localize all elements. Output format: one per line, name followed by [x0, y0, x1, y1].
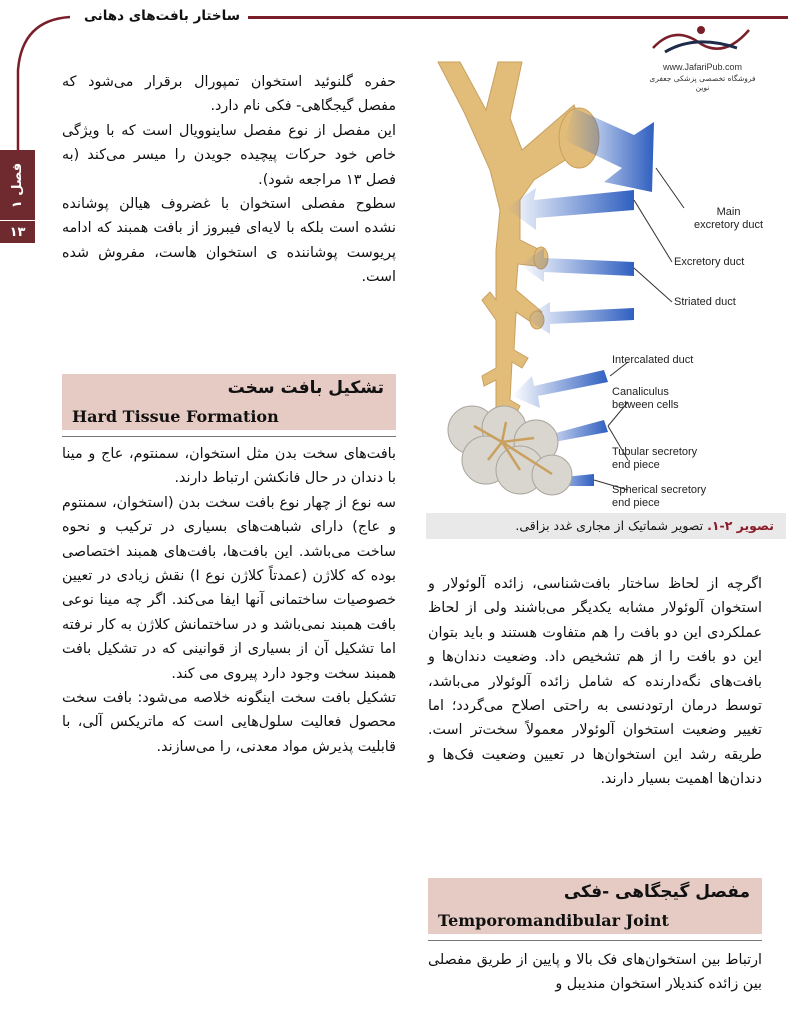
paragraph: سه نوع از چهار نوع بافت سخت بدن (استخوان، سمنتوم و عاج) دارای شباهت‌های بسیاری در ترکیب و نحوه ساخت می‌باشد. این بافت‌ها، بافت‌های همبند اختصاصی بوده که کلاژن (عمدتاً کلاژن نوع I) نقش زیادی در تعیین خصوصیات ساختمانی آنها ایفا می‌کند. اگر چه مینا نوعی بافت همبند نمی‌باشد و در ساختمانش کلاژن به کار نرفته اما تشکیل آن از بسیاری از قوانینی که در تشکیل بافت همبند سخت وجود دارد پیروی می کند.	[62, 494, 396, 682]
section-heading-tmj	[428, 878, 762, 934]
label-excretory: Excretory duct	[674, 256, 745, 268]
label-intercalated: Intercalated duct	[612, 354, 694, 366]
label-canaliculus: Canaliculus between cells	[612, 386, 679, 411]
figure-caption	[426, 513, 786, 539]
paragraph: ارتباط بین استخوان‌های فک بالا و پایین از طریق مفصلی بین زائده کندیلار استخوان مندیبل و	[428, 952, 762, 993]
right-bottom-paragraph	[428, 948, 762, 997]
left-body	[62, 442, 396, 759]
paragraph: سطوح مفصلی استخوان با غضروف هیالن پوشانده نشده است بلکه با لایه‌ای فیبروز از بافت همبند که ادامه پریوست پوشاننده ی استخوان هاست، مفروش شده است.	[62, 196, 396, 286]
running-header-title: ساختار بافت‌های دهانی	[84, 8, 240, 24]
heading-fa: تشکیل بافت سخت	[227, 378, 384, 398]
salivary-duct-figure	[424, 50, 764, 514]
chapter-tab: فصل ۱	[0, 150, 35, 220]
heading-rule	[428, 940, 762, 941]
logo-subtitle: فروشگاه تخصصی پزشکی جعفری نوین	[649, 74, 756, 92]
right-paragraph	[428, 572, 762, 792]
label-striated: Striated duct	[674, 296, 736, 308]
label-tubular: Tubular secretory end piece	[612, 446, 698, 471]
excretory-arrow	[506, 188, 634, 230]
paragraph: اگرچه از لحاظ ساختار بافت‌شناسی، زائده آلوئولار و استخوان آلوئولار مشابه یکدیگر می‌باشند ولی از لحاظ عملکردی این دو بافت را هم متفاوت هستند و باید بتوان این دو بافت را از هم تشخیص داد. وضعیت دندان‌ها و بافت‌های نگه‌دارنده که شامل زائده آلوئولار می‌باشد، توسط درمان ارتودنسی به راحتی اصلاح می‌گردد؛ اما تغییر وضعیت استخوان آلوئولار معمولاً سخت‌تر است. طریقه رشد این استخوان‌ها در تعیین وضعیت فک‌ها و دندان‌ها اهمیت بسیار دارند.	[428, 576, 762, 788]
duct-illustration	[424, 50, 764, 514]
paragraph: بافت‌های سخت بدن مثل استخوان، سمنتوم، عاج و مینا با دندان در حال فانکشن ارتباط دارند.	[62, 446, 396, 487]
logo-url: www.JafariPub.com	[662, 62, 743, 72]
heading-en: Temporomandibular Joint	[438, 911, 669, 930]
paragraph: این مفصل از نوع مفصل ساینوویال است که با ویژگی خاص خود حرکات پیچیده جویدن را میسر می‌کند (به فصل ۱۳ مراجعه شود).	[62, 122, 396, 188]
section-heading-hard-tissue	[62, 374, 396, 430]
page-number: ۱۳	[0, 220, 35, 243]
heading-rule	[62, 436, 396, 437]
logo-mark-icon	[645, 18, 760, 58]
paragraph: حفره گلنوئید استخوان تمپورال برقرار می‌شود که مفصل گیجگاهی- فکی نام دارد.	[62, 74, 396, 115]
heading-fa: مفصل گیجگاهی -فکی	[563, 882, 750, 902]
label-main-excretory: Main excretory duct	[694, 206, 764, 231]
caption-label: تصویر ۲-۱.	[707, 518, 774, 533]
publisher-logo	[645, 18, 760, 98]
striated-arrow	[520, 248, 634, 282]
left-intro	[62, 70, 396, 290]
canaliculus-arrow	[512, 370, 608, 408]
intercalated-arrow	[524, 302, 634, 334]
caption-text: تصویر شماتیک از مجاری غدد بزاقی.	[515, 518, 708, 533]
heading-en: Hard Tissue Formation	[72, 407, 279, 426]
paragraph: تشکیل بافت سخت اینگونه خلاصه می‌شود: بافت سخت محصول فعالیت سلول‌هایی است که ماتریکس آلی، با قابلیت پذیرش مواد معدنی، را می‌سازند.	[62, 690, 396, 755]
label-spherical: Spherical secretory end piece	[612, 484, 707, 509]
